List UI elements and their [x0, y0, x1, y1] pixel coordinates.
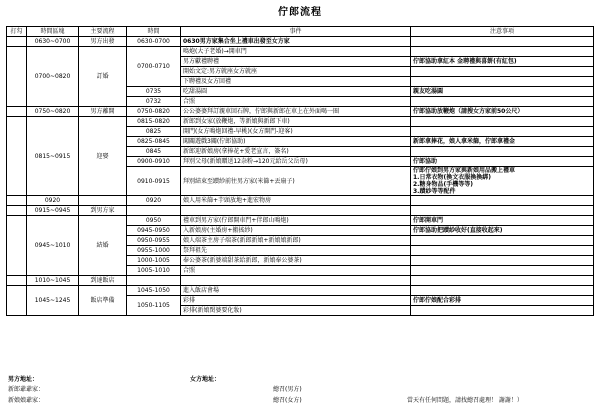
col-header-notes: 注意事項 [411, 27, 594, 37]
time-block-cell: 0630~0700 [27, 37, 79, 47]
closing-note: 當天有任何問題，請找總召處理！ 謝謝！） [407, 397, 523, 404]
time-block-cell: 1045~1245 [27, 286, 79, 316]
contact-bride: 總召(女方) [273, 397, 302, 404]
groom-home-label: 新郎爺爺家： [8, 386, 45, 393]
time-cell: 0900-0910 [127, 157, 181, 167]
checkbox-cell[interactable] [7, 196, 27, 206]
event-cell: 吃甜湯圓 [181, 87, 411, 97]
table-row [7, 107, 594, 117]
event-cell: 入新娘房(主婚房+搬搖紗) [181, 226, 411, 236]
notes-cell [411, 286, 594, 296]
col-header-check: 打勾 [7, 27, 27, 37]
time-cell: 1045-1050 [127, 286, 181, 296]
time-cell: 1050-1105 [127, 296, 181, 316]
time-block-cell: 0915~0945 [27, 206, 79, 216]
notes-cell: 佇郎佇娘配合彩排 [411, 296, 594, 306]
time-block-cell: 0945~1010 [27, 216, 79, 276]
process-cell: 迎娶 [79, 117, 127, 196]
table-row [7, 286, 594, 296]
event-cell: 下聘禮及女方回禮 [181, 77, 411, 87]
process-cell: 到達飯店 [79, 276, 127, 286]
process-cell: 飯店準備 [79, 286, 127, 316]
event-cell: 奉公婆茶(新婆端甜茶給新郎，新娘奉公婆茶) [181, 256, 411, 266]
event-cell: 新郎到女家(放鞭炮，等新娘與新郎下車) [181, 117, 411, 127]
time-cell: 0630-0700 [127, 37, 181, 47]
notes-cell: 佇郎開車門 [411, 216, 594, 226]
notes-cell [411, 127, 594, 137]
time-cell: 0825-0845 [127, 137, 181, 147]
col-header-time: 時間 [127, 27, 181, 37]
event-cell: 男方獻禮聘禮 [181, 57, 411, 67]
checkbox-cell[interactable] [7, 47, 27, 107]
checkbox-cell[interactable] [7, 216, 27, 276]
event-cell: 娘人端茶主房子端茶(新郎新娘+新娘娘新郎) [181, 236, 411, 246]
notes-cell: 新郎拿捧花，娘人拿米篩，佇郎拿禮金 [411, 137, 594, 147]
checkbox-cell[interactable] [7, 286, 27, 316]
notes-cell [411, 306, 594, 316]
time-block-cell: 0750~0820 [27, 107, 79, 117]
notes-cell [411, 266, 594, 276]
time-cell: 1005-1010 [127, 266, 181, 276]
notes-cell: 親友吃湯圓 [411, 87, 594, 97]
time-cell: 0732 [127, 97, 181, 107]
time-cell: 0955-1000 [127, 246, 181, 256]
event-cell [181, 206, 411, 216]
notes-cell [411, 196, 594, 206]
notes-cell [411, 147, 594, 157]
bride-home-label: 新娘娘爺家： [8, 397, 45, 404]
event-cell: 開始文定:男方就座女方就座 [181, 67, 411, 77]
time-cell [127, 206, 181, 216]
event-cell: 祭拜祖先 [181, 246, 411, 256]
notes-cell [411, 97, 594, 107]
table-row [7, 216, 594, 226]
notes-cell: 佇郎協助 [411, 157, 594, 167]
time-block-cell: 0920 [27, 196, 79, 206]
event-cell: 合照 [181, 266, 411, 276]
notes-cell [411, 276, 594, 286]
notes-cell [411, 246, 594, 256]
table-row [7, 117, 594, 127]
notes-cell [411, 206, 594, 216]
col-header-process: 主要流程 [79, 27, 127, 37]
event-cell: 公公婆婆拜訂親車回石牌，佇郎與新郎在車上在外面喝一圈 [181, 107, 411, 117]
checkbox-cell[interactable] [7, 37, 27, 47]
groom-address-label: 男方地址： [8, 376, 39, 383]
notes-cell [411, 77, 594, 87]
process-cell: 到男方家 [79, 206, 127, 216]
checkbox-cell[interactable] [7, 107, 27, 117]
event-cell: 娘人用米篩+芋頭放地+進宏物房 [181, 196, 411, 206]
contact-groom: 總召(男方) [273, 386, 302, 393]
notes-cell [411, 67, 594, 77]
time-cell: 0750-0820 [127, 107, 181, 117]
table-header-row [7, 27, 594, 37]
time-block-cell: 1010~1045 [27, 276, 79, 286]
page-title: 佇郎流程 [278, 7, 322, 18]
event-cell: 合照 [181, 97, 411, 107]
notes-cell [411, 37, 594, 47]
process-cell [79, 196, 127, 206]
notes-cell [411, 256, 594, 266]
event-cell: 新郎迎新娘房(拿捧花+愛老宣言，簽名) [181, 147, 411, 157]
event-cell: 進入飯店會場 [181, 286, 411, 296]
time-cell: 0945-0950 [127, 226, 181, 236]
notes-cell [411, 117, 594, 127]
time-cell: 0845 [127, 147, 181, 157]
schedule-table [6, 26, 594, 316]
time-cell: 0910-0915 [127, 167, 181, 196]
process-cell: 男方出發 [79, 37, 127, 47]
event-cell: 禮車到男方家(佇郎開車門+伴郎山鳴炮) [181, 216, 411, 226]
checkbox-cell[interactable] [7, 117, 27, 196]
time-cell: 0815-0820 [127, 117, 181, 127]
event-cell: 拜別結束至蹟紗前往男方家(米篩+丟扇子) [181, 167, 411, 196]
time-cell: 0735 [127, 87, 181, 97]
table-row [7, 37, 594, 47]
event-cell: 開門(女方鳴炮回禮-早桃)(女方開門-迎客) [181, 127, 411, 137]
time-cell: 0950-0955 [127, 236, 181, 246]
event-cell: 拜別父母(新娘贈送12杂粉→120元給岳父岳母) [181, 157, 411, 167]
time-cell: 0700-0710 [127, 47, 181, 87]
notes-cell: 佇郎佇娘到男方家與新娘用品搬上禮車 1.日常衣物(換文衣服換換綁) 2.糖身物品(手機等等) 3.蹟紗等等配件 [411, 167, 594, 196]
event-cell [181, 276, 411, 286]
process-cell: 男方離開 [79, 107, 127, 117]
checkbox-cell[interactable] [7, 206, 27, 216]
process-cell: 訂婚 [79, 47, 127, 107]
bride-address-label: 女方地址： [190, 376, 221, 383]
notes-cell: 佇郎協助把蹟紗收好(直接收起來) [411, 226, 594, 236]
table-row [7, 47, 594, 57]
table-row [7, 196, 594, 206]
event-cell: 鳴炮(大子老婚)→開車門 [181, 47, 411, 57]
col-header-event: 事件 [181, 27, 411, 37]
event-cell: 0630男方家集合坐上禮車出發至女方家 [181, 37, 411, 47]
time-block-cell: 0815~0915 [27, 117, 79, 196]
time-cell: 0825 [127, 127, 181, 137]
time-cell: 0950 [127, 216, 181, 226]
time-cell: 1000-1005 [127, 256, 181, 266]
table-row [7, 206, 594, 216]
notes-cell [411, 47, 594, 57]
event-cell: 闖關遊戲3關(佇郎協助) [181, 137, 411, 147]
notes-cell [411, 236, 594, 246]
table-row [7, 276, 594, 286]
checkbox-cell[interactable] [7, 276, 27, 286]
event-cell: 彩排(新娘閔婆要化妝) [181, 306, 411, 316]
time-cell: 0920 [127, 196, 181, 206]
event-cell: 彩排 [181, 296, 411, 306]
process-cell: 結婚 [79, 216, 127, 276]
notes-cell: 佇郎協助拿紅本 金聘禮與喜餅(有紅包) [411, 57, 594, 67]
col-header-timeblock: 時間區塊 [27, 27, 79, 37]
time-cell [127, 276, 181, 286]
time-block-cell: 0700~0820 [27, 47, 79, 107]
notes-cell: 佇郎協助放鞭炮（請搜女方家前50公尺） [411, 107, 594, 117]
